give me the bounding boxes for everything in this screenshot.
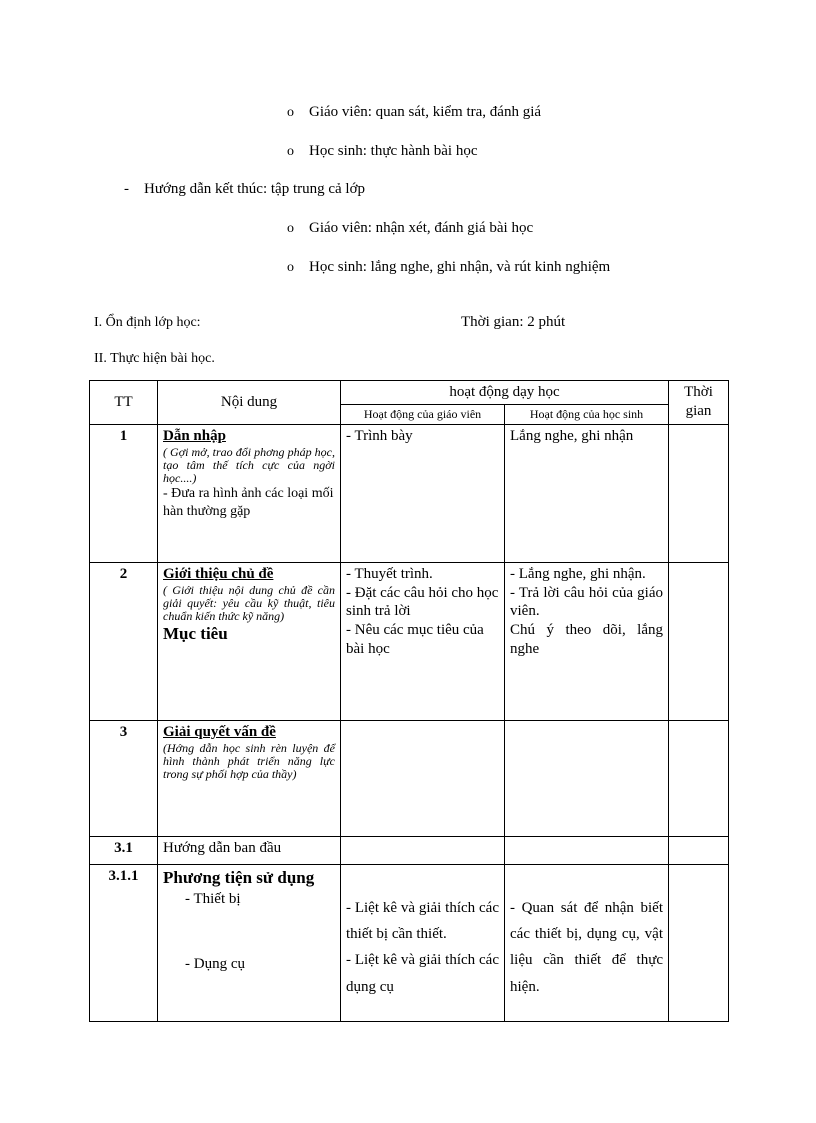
row-2-teacher-2: - Đặt các câu hỏi cho học sinh trả lời <box>346 584 499 620</box>
row-3-note: (Hớng dẫn học sinh rèn luyện để hình thành phát triển năng lực trong sự phối hợp của thầy) <box>163 740 335 781</box>
row-1-teacher: - Trình bày <box>341 424 505 562</box>
row-2-tt: 2 <box>90 562 158 720</box>
row-2-student-3: Chú ý theo dõi, lắng nghe <box>510 622 664 657</box>
row-2-student-1: - Lắng nghe, ghi nhận. <box>510 565 646 582</box>
intro-text-5: Học sinh: lắng nghe, ghi nhận, và rút kinh nghiệm <box>309 259 611 275</box>
circle-bullet-icon: o <box>287 105 294 120</box>
intro-text-4: Giáo viên: nhận xét, đánh giá bài học <box>309 220 534 236</box>
intro-line-4 <box>287 220 533 237</box>
row-1-time <box>669 424 729 562</box>
table-row <box>90 424 729 562</box>
row-3-tt: 3 <box>90 720 158 836</box>
section-1-title: I. Ổn định lớp học: <box>94 315 201 330</box>
row-2-title: Giới thiệu chủ đề <box>163 565 274 582</box>
row-1-title: Dẫn nhập <box>163 427 226 444</box>
row-2-teacher-1: - Thuyết trình. <box>346 565 433 582</box>
lesson-plan-table <box>89 380 729 1022</box>
row-3-student <box>505 720 669 836</box>
row-3-1-student <box>505 836 669 864</box>
row-3-teacher <box>341 720 505 836</box>
row-1-tt: 1 <box>90 424 158 562</box>
intro-line-1 <box>287 104 541 121</box>
row-3-1-teacher <box>341 836 505 864</box>
header-tt: TT <box>90 381 158 425</box>
table-row <box>90 562 729 720</box>
row-3-1-title: Hướng dẫn ban đầu <box>158 836 341 864</box>
circle-bullet-icon: o <box>287 144 294 159</box>
circle-bullet-icon: o <box>287 260 294 275</box>
row-2-note: ( Giới thiệu nội dung chủ đề cần giải quyết: yêu cầu kỹ thuật, tiêu chuẩn kiến thức kỹ năng) <box>163 582 335 623</box>
header-time: Thời gian <box>669 381 729 425</box>
intro-text-1: Giáo viên: quan sát, kiểm tra, đánh giá <box>309 104 542 120</box>
row-1-note: ( Gợi mở, trao đổi phơng pháp học, tạo tâm thế tích cực của ngời học....) <box>163 444 335 485</box>
row-3-1-1-tt: 3.1.1 <box>90 864 158 1021</box>
row-3-1-1-content <box>158 864 341 1021</box>
row-3-title: Giải quyết vấn đề <box>163 723 276 740</box>
row-2-time <box>669 562 729 720</box>
circle-bullet-icon: o <box>287 221 294 236</box>
section-2-title: II. Thực hiện bài học. <box>94 351 215 366</box>
row-3-1-1-time <box>669 864 729 1021</box>
row-3-1-1-item-2: - Dụng cụ <box>185 955 245 972</box>
header-activities: hoạt động dạy học <box>341 381 669 405</box>
row-3-1-tt: 3.1 <box>90 836 158 864</box>
table-row <box>90 864 729 1021</box>
row-3-1-1-teacher-2: - Liệt kê và giải thích các dụng cụ <box>346 952 499 995</box>
row-2-content <box>158 562 341 720</box>
intro-text-2: Học sinh: thực hành bài học <box>309 143 478 159</box>
table-row <box>90 836 729 864</box>
row-3-1-1-student: - Quan sát để nhận biết các thiết bị, dụng cụ, vật liệu cần thiết để thực hiện. <box>505 864 669 1021</box>
table-row <box>90 720 729 836</box>
row-2-student-2: - Trả lời câu hỏi của giáo viên. <box>510 584 664 620</box>
intro-text-3: Hướng dẫn kết thúc: tập trung cả lớp <box>144 181 366 197</box>
row-3-1-1-item-1: - Thiết bị <box>185 891 241 907</box>
section-1-time: Thời gian: 2 phút <box>461 314 566 330</box>
row-1-student: Lắng nghe, ghi nhận <box>505 424 669 562</box>
row-3-1-1-title: Phương tiện sử dụng <box>163 867 315 887</box>
row-2-student <box>505 562 669 720</box>
row-3-1-time <box>669 836 729 864</box>
intro-line-3 <box>124 181 365 198</box>
row-3-content <box>158 720 341 836</box>
header-content: Nội dung <box>158 381 341 425</box>
row-2-teacher-3: - Nêu các mục tiêu của bài học <box>346 622 484 657</box>
header-student: Hoạt động của học sinh <box>505 404 669 424</box>
row-2-teacher <box>341 562 505 720</box>
header-teacher: Hoạt động của giáo viên <box>341 404 505 424</box>
row-1-content <box>158 424 341 562</box>
row-3-time <box>669 720 729 836</box>
intro-line-5 <box>287 259 610 276</box>
row-3-1-1-teacher <box>341 864 505 1021</box>
dash-bullet-icon: - <box>124 181 129 197</box>
row-2-objectives: Mục tiêu <box>163 624 228 644</box>
row-1-extra: - Đưa ra hình ảnh các loại mối hàn thường gặp <box>163 486 334 519</box>
row-3-1-1-teacher-1: - Liệt kê và giải thích các thiết bị cần thiết. <box>346 899 499 942</box>
intro-line-2 <box>287 143 478 160</box>
